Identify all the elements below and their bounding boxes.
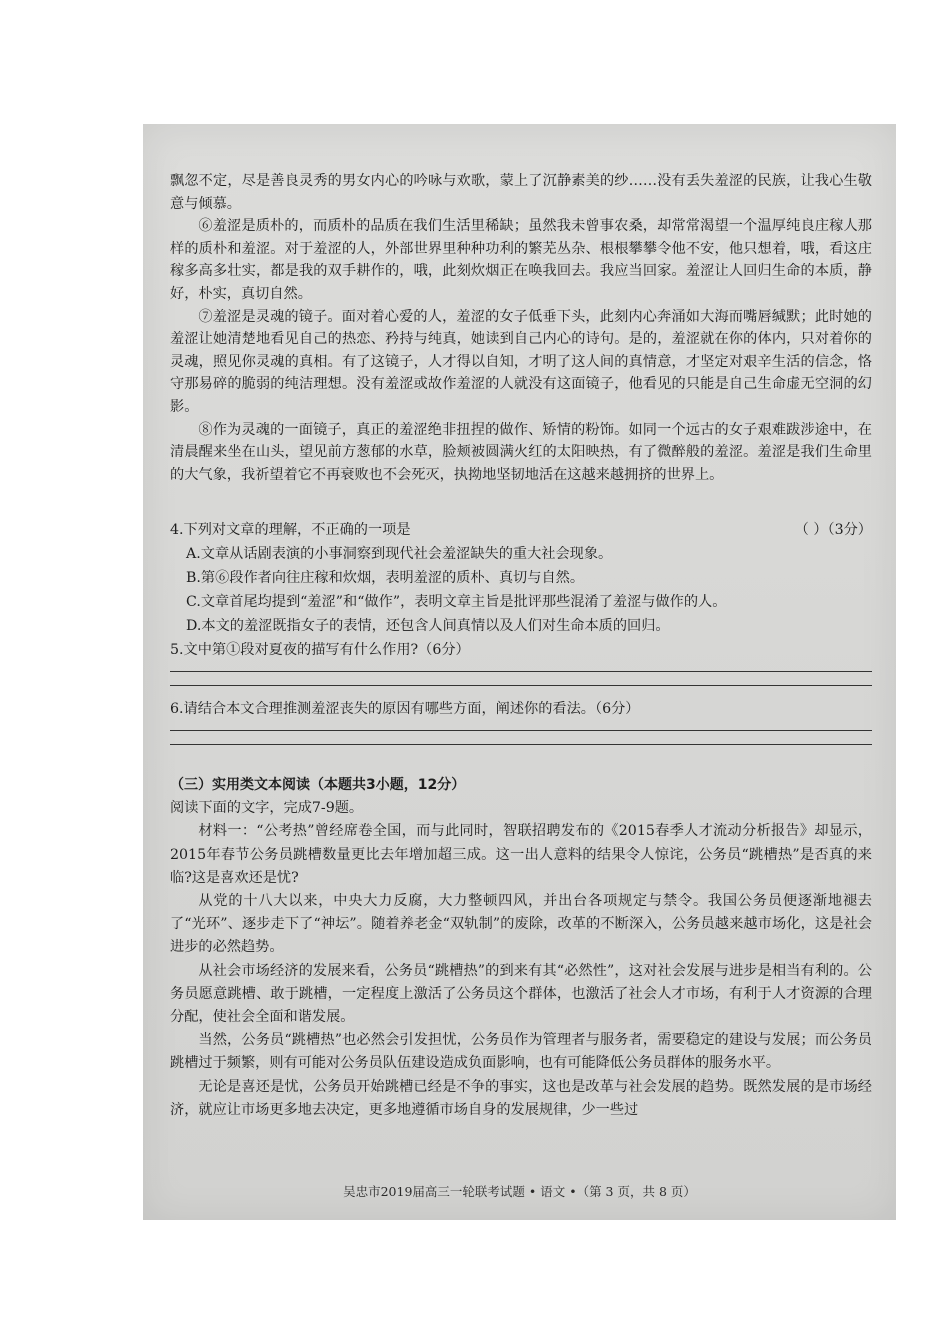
- passage-paragraph: ⑥羞涩是质朴的，而质朴的品质在我们生活里稀缺；虽然我未曾事农桑，却常常渴望一个温厚纯良庄稼人那样的质朴和羞涩。对于羞涩的人，外部世界里种种功利的繁芜丛杂、根根攀攀令他不安，他只想着，哦，看这庄稼多高多壮实，都是我的双手耕作的，哦，此刻炊烟正在唤我回去。我应当回家。羞涩让人回归生命的本质，静好，朴实，真切自然。: [170, 218, 872, 302]
- passage-paragraph: ⑧作为灵魂的一面镜子，真正的羞涩绝非扭捏的做作、矫情的粉饰。如同一个远古的女子艰难跋涉途中，在清晨醒来坐在山头，望见前方葱郁的水草，脸颊被圆满火红的太阳映热，有了微醉般的羞涩。羞涩是我们生命里的大气象，我祈望着它不再衰败也不会死灭，执拗地坚韧地活在这越来越拥挤的世界上。: [170, 421, 872, 483]
- option-a: A.文章从话剧表演的小事洞察到现代社会羞涩缺失的重大社会现象。: [186, 546, 613, 562]
- questions-block: [170, 518, 872, 756]
- answer-line[interactable]: [170, 685, 872, 686]
- section-3: [170, 774, 872, 1122]
- passage-paragraph: ⑦羞涩是灵魂的镜子。面对着心爱的人，羞涩的女子低垂下头，此刻内心奔涌如大海而嘴唇缄默；此时她的羞涩让她清楚地看见自己的热恋、矜持与纯真，她读到自己内心的诗句。是的，羞涩就在你的体内，只对着你的灵魂，照见你灵魂的真相。有了这镜子，人才得以自知，才明了这人间的真情意，才坚定对艰辛生活的信念，恪守那易碎的脆弱的纯洁理想。没有羞涩或故作羞涩的人就没有这面镜子，他看见的只能是自己生命虚无空洞的幻影。: [170, 308, 872, 415]
- answer-line[interactable]: [170, 730, 872, 731]
- section-3-heading: （三）实用类文本阅读（本题共3小题，12分）: [170, 777, 466, 793]
- material-paragraph: 从社会市场经济的发展来看，公务员“跳槽热”的到来有其“必然性”，这对社会发展与进步是相当有利的。公务员愿意跳槽、敢于跳槽，一定程度上激活了公务员这个群体，也激活了社会人才市场，有利于人才资源的合理分配，使社会全面和谐发展。: [170, 962, 872, 1026]
- option-b: B.第⑥段作者向往庄稼和炊烟，表明羞涩的质朴、真切与自然。: [186, 570, 585, 586]
- question-6: 6.请结合本文合理推测羞涩丧失的原因有哪些方面，阐述你的看法。（6分）: [170, 701, 640, 717]
- material-paragraph: 当然，公务员“跳槽热”也必然会引发担忧，公务员作为管理者与服务者，需要稳定的建设与发展；而公务员跳槽过于频繁，则有可能对公务员队伍建设造成负面影响，也有可能降低公务员群体的服务水平。: [170, 1032, 872, 1072]
- material-paragraph: 材料一：“公考热”曾经席卷全国，而与此同时，智联招聘发布的《2015春季人才流动分析报告》却显示，2015年春节公务员跳槽数量更比去年增加超三成。这一出人意料的结果令人惊诧，公务员“跳槽热”是否真的来临?这是喜欢还是忧?: [170, 823, 872, 886]
- option-d: D.本文的羞涩既指女子的表情，还包含人间真情以及人们对生命本质的回归。: [186, 618, 670, 634]
- reading-passage: [170, 170, 872, 486]
- option-c: C.文章首尾均提到“羞涩”和“做作”，表明文章主旨是批评那些混淆了羞涩与做作的人。: [186, 594, 727, 610]
- section-3-instruction: 阅读下面的文字，完成7-9题。: [170, 800, 364, 817]
- question-4-score: （ ）（3分）: [794, 522, 872, 538]
- question-4: [170, 518, 872, 542]
- answer-line[interactable]: [170, 671, 872, 672]
- answer-line[interactable]: [170, 744, 872, 745]
- material-paragraph: 无论是喜还是忧，公务员开始跳槽已经是不争的事实，这也是改革与社会发展的趋势。既然发展的是市场经济，就应让市场更多地去决定，更多地遵循市场自身的发展规律，少一些过: [170, 1078, 872, 1118]
- page-footer: 吴忠市2019届高三一轮联考试题 • 语文 •（第 3 页，共 8 页）: [343, 1184, 696, 1199]
- question-4-stem: 4.下列对文章的理解，不正确的一项是: [170, 522, 411, 538]
- question-5: 5.文中第①段对夏夜的描写有什么作用?（6分）: [170, 642, 470, 658]
- exam-page-photo: [143, 124, 896, 1220]
- material-paragraph: 从党的十八大以来，中央大力反腐，大力整顿四风，并出台各项规定与禁令。我国公务员便逐渐地褪去了“光环”、逐步走下了“神坛”。随着养老金“双轨制”的废除，改革的不断深入，公务员越来越市场化，这是社会进步的必然趋势。: [170, 893, 872, 956]
- passage-paragraph: 飘忽不定，尽是善良灵秀的男女内心的吟咏与欢歌，蒙上了沉静素美的纱……没有丢失羞涩的民族，让我心生敬意与倾慕。: [170, 173, 872, 212]
